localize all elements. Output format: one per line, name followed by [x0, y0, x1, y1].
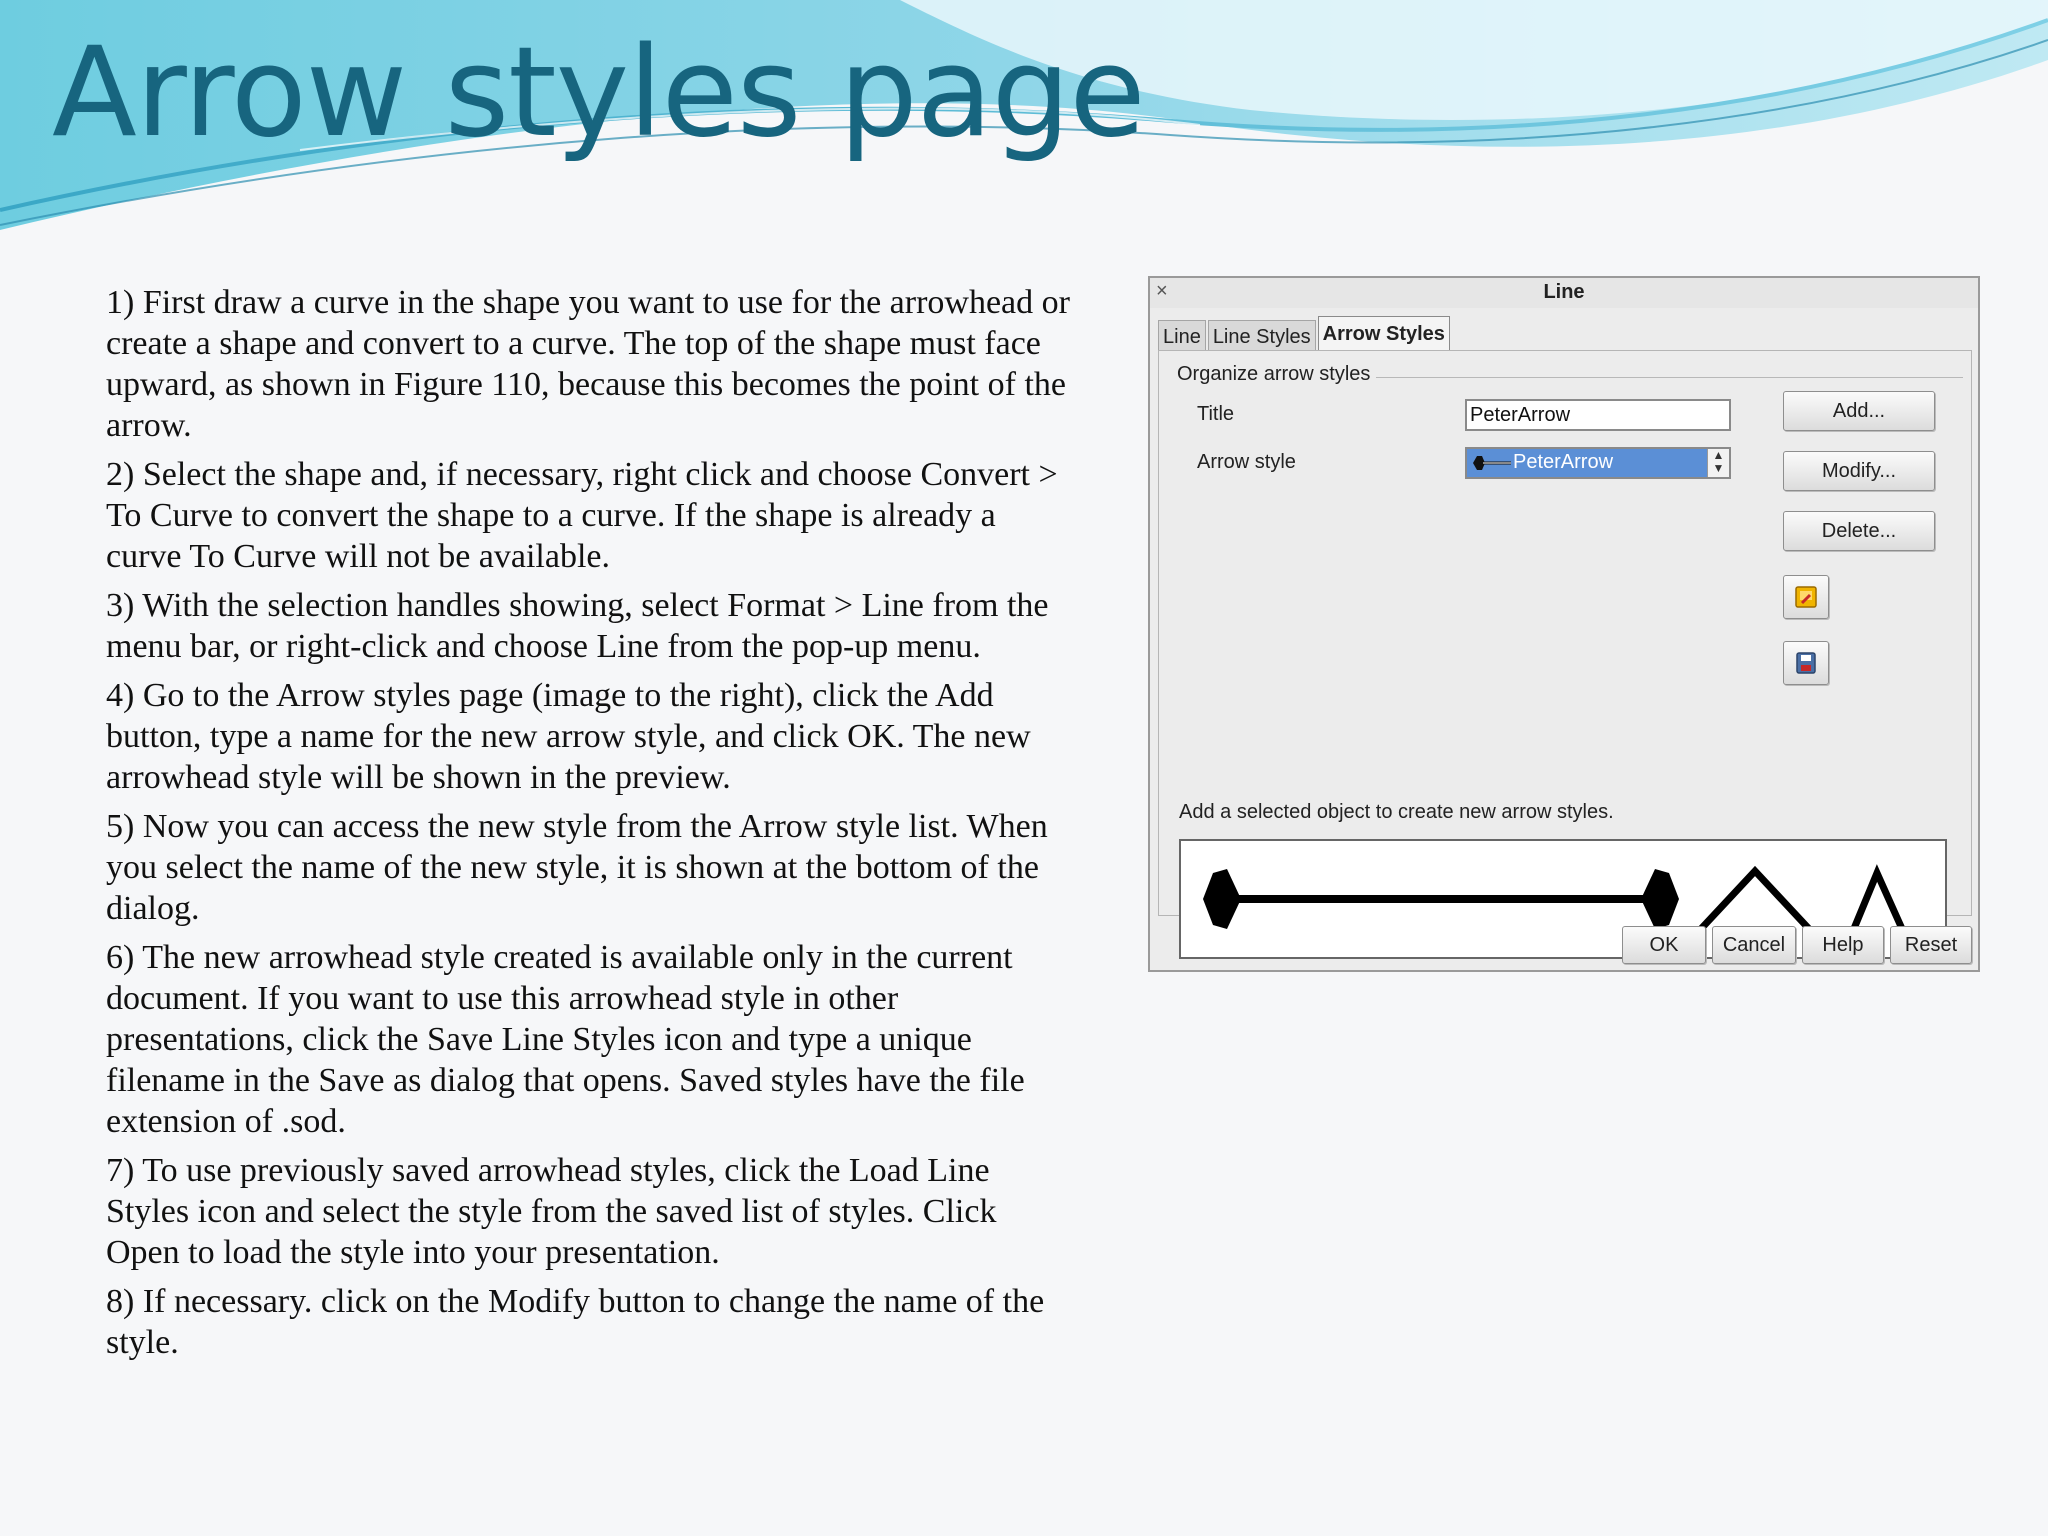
dialog-titlebar	[1150, 278, 1978, 308]
paragraph: 8) If necessary. click on the Modify button to change the name of the style.	[106, 1283, 1045, 1361]
cancel-button[interactable]: Cancel	[1712, 926, 1796, 964]
add-button[interactable]: Add...	[1783, 391, 1935, 431]
arrow-preview-icon	[1471, 452, 1511, 474]
help-button[interactable]: Help	[1802, 926, 1884, 964]
slide-title: Arrow styles page	[52, 21, 1145, 165]
instructions-text	[106, 282, 1076, 1371]
line-dialog	[1148, 276, 1980, 972]
arrow-style-select[interactable]	[1465, 447, 1731, 479]
ok-button[interactable]: OK	[1622, 926, 1706, 964]
reset-button[interactable]: Reset	[1890, 926, 1972, 964]
paragraph: 2) Select the shape and, if necessary, right click and choose Convert > To Curve to convert the shape to a curve. If the shape is already a curve To Curve will not be available.	[106, 456, 1058, 575]
arrow-styles-panel	[1158, 350, 1972, 916]
title-input[interactable]	[1465, 399, 1731, 431]
tab-line[interactable]: Line	[1158, 320, 1206, 352]
spin-arrows-icon[interactable]: ▲ ▼	[1707, 449, 1729, 477]
paragraph: 7) To use previously saved arrowhead styles, click the Load Line Styles icon and select the style from the saved list of styles. Click Open to load the style into your presentation.	[106, 1152, 997, 1271]
delete-button[interactable]: Delete...	[1783, 511, 1935, 551]
paragraph: 5) Now you can access the new style from the Arrow style list. When you select the name of the new style, it is shown at the bottom of the dialog.	[106, 808, 1048, 927]
load-arrow-styles-button[interactable]	[1783, 575, 1829, 619]
arrow-style-value: PeterArrow	[1513, 451, 1614, 473]
load-arrow-styles-icon	[1784, 576, 1828, 618]
modify-button[interactable]: Modify...	[1783, 451, 1935, 491]
tab-bar	[1158, 316, 1452, 350]
section-divider	[1359, 377, 1963, 378]
hint-text: Add a selected object to create new arrow styles.	[1179, 801, 1614, 823]
save-arrow-styles-button[interactable]	[1783, 641, 1829, 685]
tab-arrow-styles[interactable]: Arrow Styles	[1318, 316, 1450, 352]
dialog-title: Line	[1543, 281, 1585, 303]
arrow-style-label: Arrow style	[1197, 451, 1296, 473]
paragraph: 3) With the selection handles showing, select Format > Line from the menu bar, or right-click and choose Line from the pop-up menu.	[106, 587, 1049, 665]
save-arrow-styles-icon	[1784, 642, 1828, 684]
paragraph: 4) Go to the Arrow styles page (image to the right), click the Add button, type a name for the new arrow style, and click OK. The new arrowhead style will be shown in the preview.	[106, 677, 1031, 796]
paragraph: 6) The new arrowhead style created is available only in the current document. If you want to use this arrowhead style in other presentations, click the Save Line Styles icon and type a unique filename in the Save as dialog that opens. Saved styles have the file extension of .sod.	[106, 939, 1025, 1140]
title-label: Title	[1197, 403, 1235, 425]
section-label: Organize arrow styles	[1177, 363, 1376, 386]
close-icon[interactable]: ×	[1156, 280, 1168, 302]
paragraph: 1) First draw a curve in the shape you want to use for the arrowhead or create a shape and convert to a curve. The top of the shape must face upward, as shown in Figure 110, because this becomes the point of the arrow.	[106, 284, 1070, 444]
tab-line-styles[interactable]: Line Styles	[1208, 320, 1316, 352]
